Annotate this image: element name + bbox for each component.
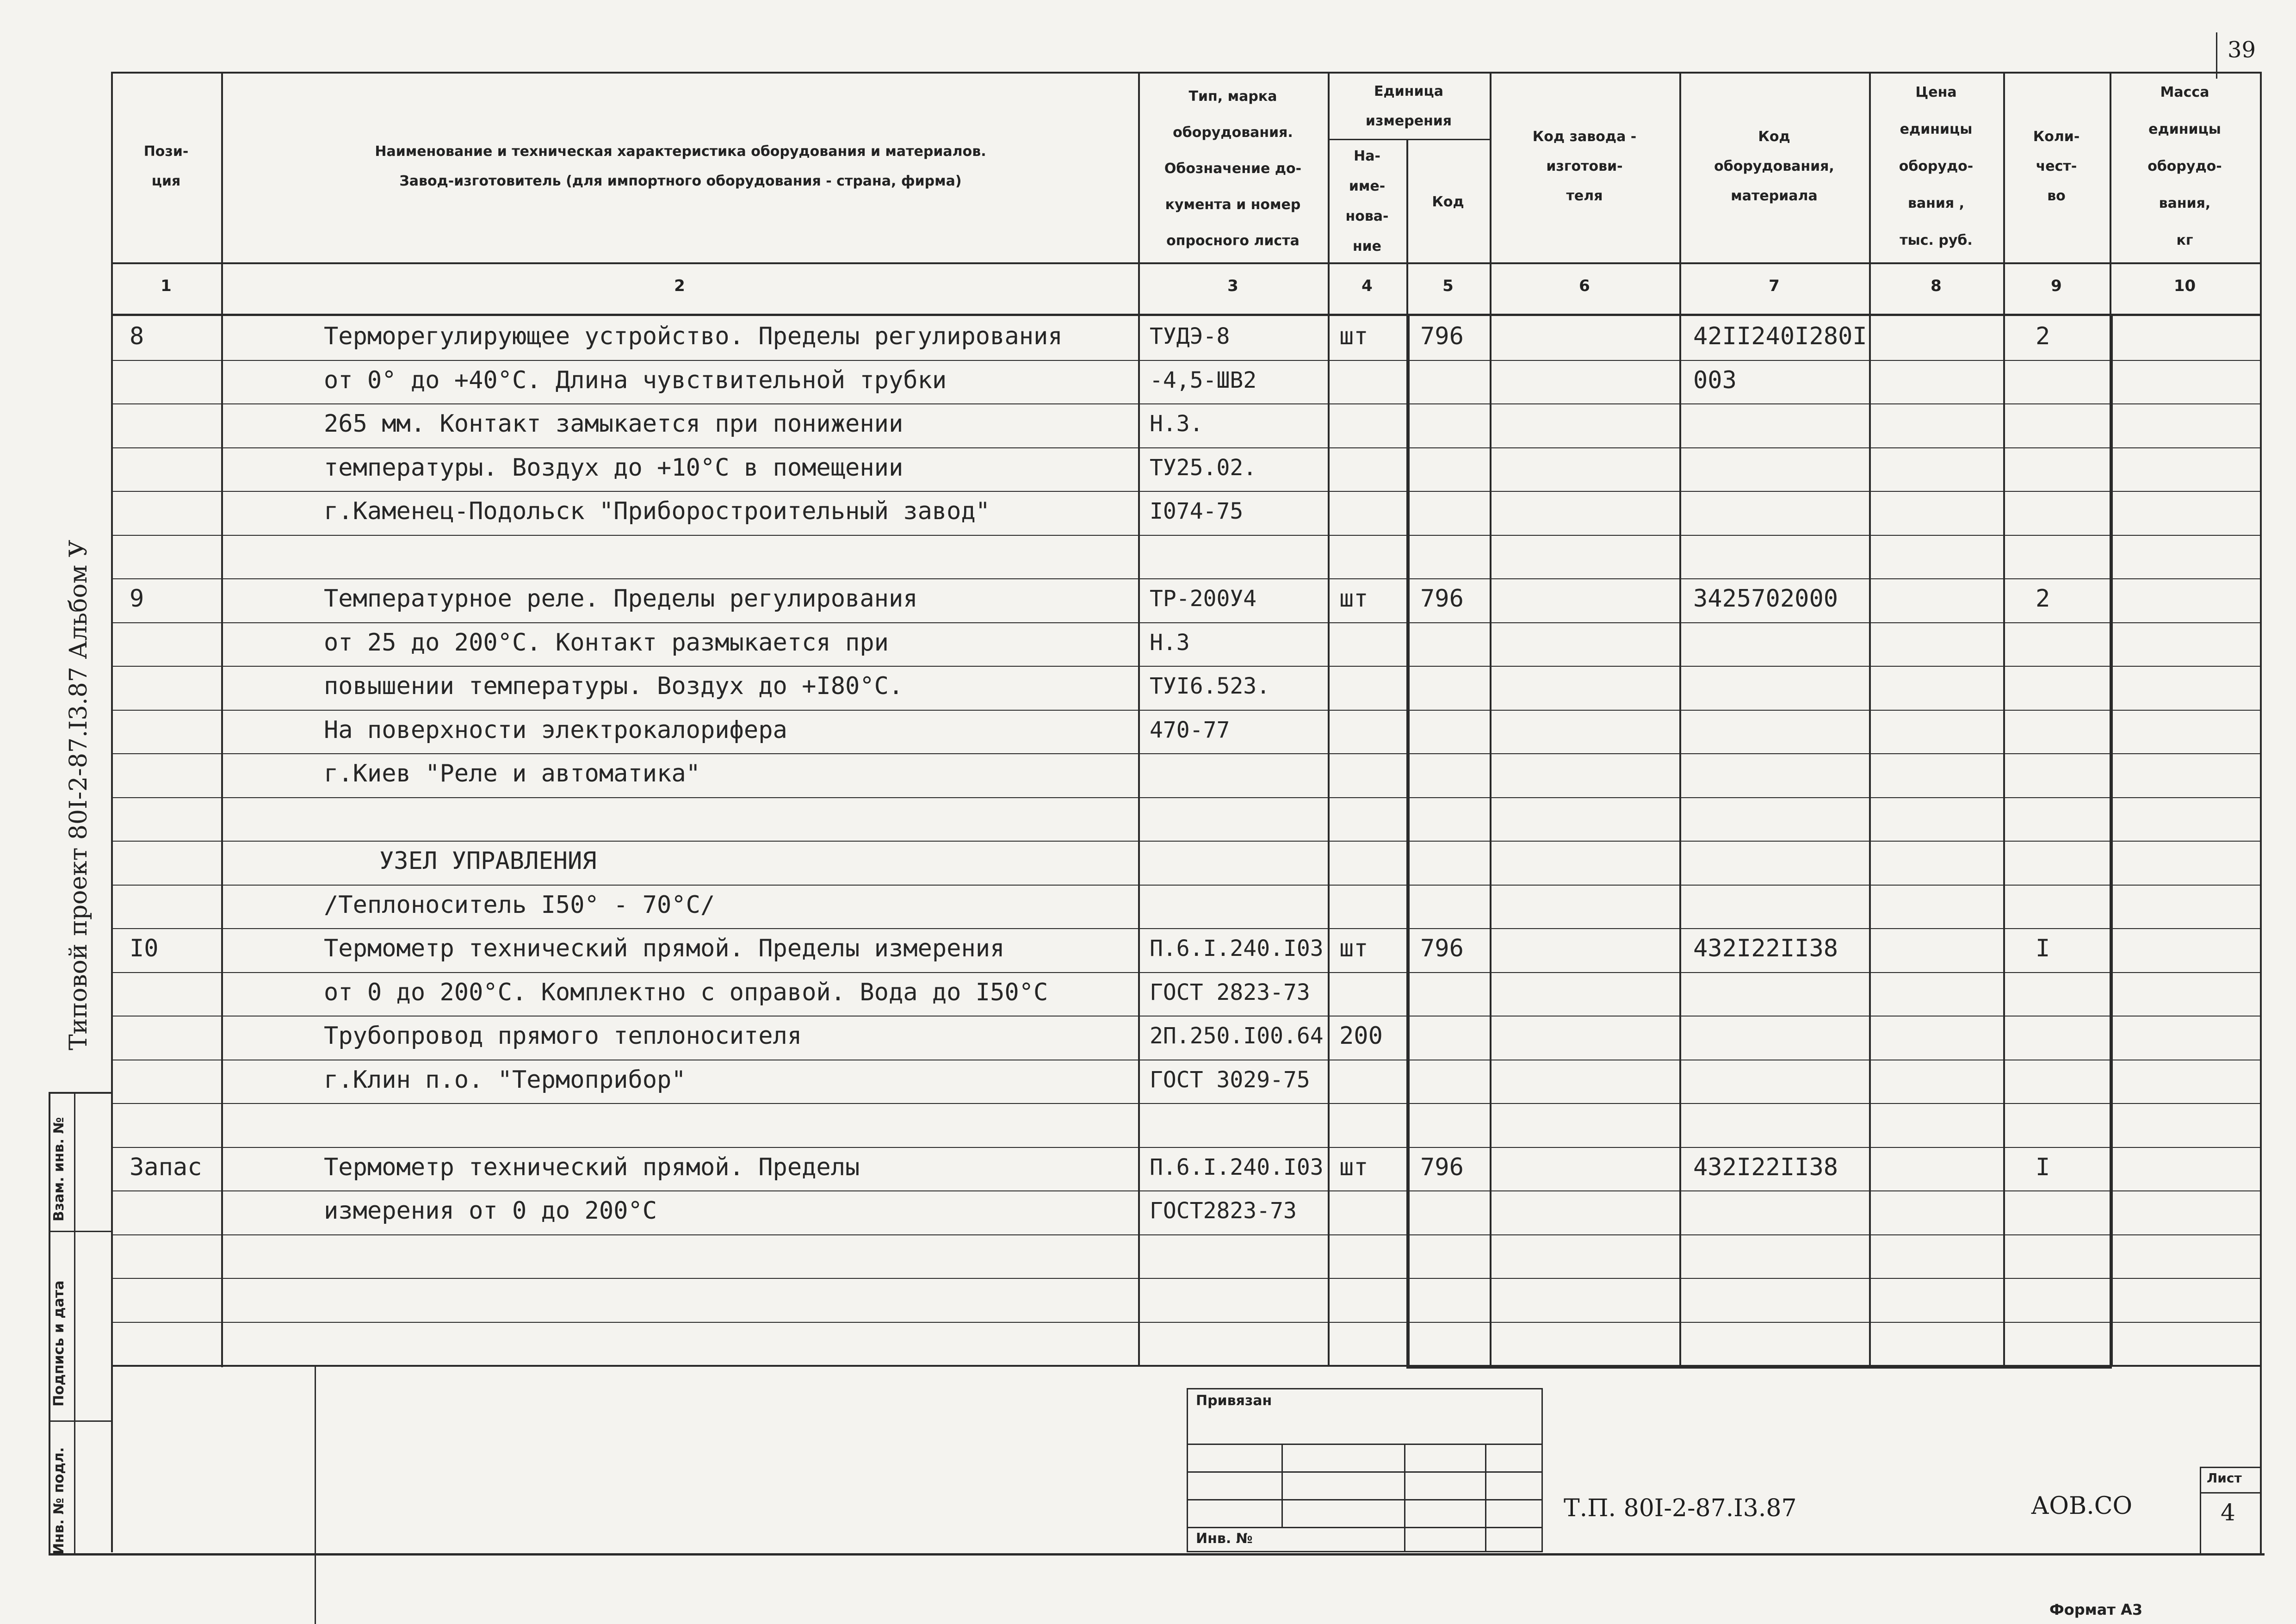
column-line: [2260, 72, 2262, 1365]
row-type: Н.З.: [1150, 411, 1203, 437]
row-line: [111, 841, 2260, 842]
header-line: Код: [1758, 129, 1790, 145]
row-unit-code: 796: [1420, 322, 1464, 350]
row-name: 265 мм. Контакт замыкается при понижении: [324, 410, 904, 438]
column-number: 3: [1227, 277, 1238, 295]
row-type: 2П.250.I00.64: [1150, 1023, 1324, 1049]
row-line: [111, 491, 2260, 492]
row-type: П.6.I.240.I03: [1150, 936, 1324, 961]
format-label: Формат А3: [2049, 1601, 2143, 1618]
header-line: ция: [151, 173, 181, 189]
header-line: чест-: [2036, 158, 2077, 174]
unit-sub-line: [1328, 139, 1490, 140]
stamp-divider-2: [49, 1420, 111, 1422]
privyazan-row-3: [1187, 1499, 1543, 1500]
row-material-code: 003: [1693, 366, 1737, 394]
row-unit: шт: [1339, 585, 1368, 613]
row-line: [111, 710, 2260, 711]
column-line: [1328, 72, 1330, 1365]
row-material-code: 432I22II38: [1693, 935, 1838, 962]
row-type: 470-77: [1150, 717, 1230, 743]
header-line: На-: [1354, 148, 1380, 164]
row-line: [111, 535, 2260, 536]
row-line: [111, 1278, 2260, 1279]
row-type: ТУI6.523.: [1150, 673, 1270, 699]
header-line: Единица: [1374, 83, 1443, 99]
row-name: Терморегулирующее устройство. Пределы регулирования: [324, 322, 1063, 350]
row-unit-code: 796: [1420, 935, 1464, 962]
header-price: [1869, 74, 2003, 259]
row-line: [111, 447, 2260, 448]
row-name: Температурное реле. Пределы регулирования: [324, 585, 918, 613]
header-line: измерения: [1365, 113, 1452, 129]
column-number: 8: [1931, 277, 1942, 295]
header-line: опросного листа: [1166, 233, 1300, 249]
document-mark: АОВ.СО: [2031, 1492, 2133, 1520]
privyazan-row-2: [1187, 1471, 1543, 1473]
header-line: оборудования.: [1173, 124, 1293, 141]
row-type: ГОСТ2823-73: [1150, 1198, 1297, 1224]
page-number: 39: [2228, 37, 2256, 63]
row-material-code: 42II240I280I: [1693, 322, 1867, 350]
row-line: [111, 753, 2260, 754]
row-position: I0: [130, 935, 159, 962]
row-line: [111, 972, 2260, 973]
column-number: 4: [1362, 277, 1373, 295]
stamp-vzam-inv: Взам. инв. №: [51, 1117, 67, 1221]
row-line: [111, 1190, 2260, 1191]
privyazan-col-1: [1281, 1444, 1283, 1527]
sheet-box-mid: [2200, 1492, 2260, 1494]
row-quantity: 2: [2036, 322, 2050, 350]
header-line: кг: [2176, 232, 2193, 248]
row-type: ТР-200У4: [1150, 586, 1257, 612]
table-left-border: [221, 72, 223, 1367]
header-line: ние: [1352, 238, 1382, 254]
row-line: [111, 928, 2260, 929]
column-number: 5: [1442, 277, 1454, 295]
row-name: /Теплоноситель I50° - 70°С/: [324, 891, 715, 919]
header-line: Код завода -: [1532, 129, 1637, 145]
row-line: [111, 797, 2260, 798]
row-name: от 0° до +40°С. Длина чувствительной трубки: [324, 366, 947, 394]
header-line: теля: [1566, 188, 1603, 204]
column-number: 9: [2051, 277, 2062, 295]
row-material-code: 432I22II38: [1693, 1153, 1838, 1181]
row-name: Трубопровод прямого теплоносителя: [324, 1022, 802, 1050]
header-name: [223, 74, 1138, 259]
document-code: Т.П. 80I-2-87.I3.87: [1564, 1494, 1797, 1522]
row-quantity: I: [2036, 1153, 2050, 1181]
row-material-code: 3425702000: [1693, 585, 1838, 613]
privyazan-label: Привязан: [1196, 1393, 1272, 1409]
header-type: [1138, 79, 1328, 259]
header-line: вания ,: [1907, 195, 1965, 211]
column-number: 2: [674, 277, 685, 295]
row-type: ГОСТ 3029-75: [1150, 1066, 1310, 1093]
stamp-left-line: [49, 1092, 50, 1555]
column-line: [1869, 72, 1871, 1365]
header-line: нова-: [1345, 208, 1389, 224]
row-name: УЗЕЛ УПРАВЛЕНИЯ: [379, 847, 597, 875]
row-line: [111, 360, 2260, 361]
header-top-line: [111, 72, 2260, 74]
header-line: Наименование и техническая характеристика оборудования и материалов.: [375, 143, 986, 160]
row-type: -4,5-ШВ2: [1150, 367, 1257, 393]
album-label: Типовой проект 80I-2-87.I3.87 Альбом У: [65, 539, 93, 1050]
row-unit: шт: [1339, 935, 1368, 962]
row-unit-code: 796: [1420, 1153, 1464, 1181]
column-number: 10: [2173, 277, 2196, 295]
header-unit-name: [1328, 141, 1406, 261]
column-line: [1138, 72, 1140, 1365]
row-unit: шт: [1339, 322, 1368, 350]
row-line: [111, 666, 2260, 667]
row-quantity: 2: [2036, 585, 2050, 613]
column-number: 7: [1769, 277, 1780, 295]
stamp-divider-1: [49, 1231, 111, 1232]
row-name: от 25 до 200°С. Контакт размыкается при: [324, 628, 889, 657]
row-position: 8: [130, 322, 144, 350]
row-position: 9: [130, 585, 144, 613]
header-factory-code: [1490, 74, 1679, 259]
header-material-code: [1679, 74, 1869, 259]
row-type: Н.З: [1150, 629, 1190, 656]
header-mass: [2110, 74, 2260, 259]
row-line: [111, 578, 2260, 579]
header-bottom-line: [111, 262, 2260, 264]
header-line: во: [2047, 188, 2066, 204]
header-line: Коли-: [2033, 129, 2080, 145]
header-line: оборудо-: [2147, 158, 2222, 174]
privyazan-row-1: [1187, 1444, 1543, 1445]
row-name: от 0 до 200°С. Комплектно с оправой. Вода до I50°С: [324, 978, 1048, 1006]
header-line: Завод-изготовитель (для импортного оборудования - страна, фирма): [399, 173, 962, 189]
row-line: [111, 403, 2260, 404]
row-unit: 200: [1339, 1022, 1383, 1050]
header-line: кумента и номер: [1165, 197, 1301, 213]
header-line: оборудования,: [1714, 158, 1834, 174]
row-name: г.Киев "Реле и автоматика": [324, 760, 700, 787]
stamp-inv-podl: Инв. № подл.: [51, 1447, 67, 1555]
row-name: Термометр технический прямой. Пределы измерения: [324, 935, 1005, 962]
privyazan-col-3: [1485, 1444, 1486, 1552]
row-type: ТУДЭ-8: [1150, 323, 1230, 349]
row-unit: шт: [1339, 1153, 1368, 1181]
header-line: вания,: [2159, 195, 2211, 211]
header-line: единицы: [1900, 121, 1973, 137]
header-line: Пози-: [143, 143, 189, 160]
header-quantity: [2003, 74, 2110, 259]
sheet-box-left: [2200, 1467, 2201, 1555]
row-position: Запас: [130, 1153, 202, 1181]
title-block-top: [111, 1365, 2260, 1367]
header-line: материала: [1731, 188, 1818, 204]
row-line: [111, 622, 2260, 623]
row-name: измерения от 0 до 200°С: [324, 1197, 657, 1225]
row-line: [111, 1234, 2260, 1235]
column-line: [2003, 72, 2005, 1365]
row-name: г.Каменец-Подольск "Приборостроительный завод": [324, 497, 990, 525]
header-unit: [1328, 74, 1490, 139]
row-type: ТУ25.02.: [1150, 454, 1257, 481]
stamp-mid-line: [74, 1092, 75, 1555]
row-type: П.6.I.240.I03: [1150, 1154, 1324, 1180]
stamp-podpis-data: Подпись и дата: [51, 1280, 67, 1407]
header-line: Масса: [2160, 84, 2209, 100]
privyazan-col-2: [1404, 1444, 1405, 1552]
row-name: повышении температуры. Воздух до +I80°С.: [324, 672, 904, 700]
header-line: тыс. руб.: [1900, 232, 1973, 248]
header-position: [111, 74, 221, 259]
header-line: Цена: [1915, 84, 1957, 100]
sheet-number: 4: [2221, 1499, 2235, 1526]
header-line: име-: [1349, 178, 1386, 194]
row-name: температуры. Воздух до +10°С в помещении: [324, 453, 904, 482]
row-line: [111, 885, 2260, 886]
numbers-bottom-line: [111, 314, 2260, 316]
header-line: Обозначение до-: [1164, 161, 1302, 177]
row-name: На поверхности электрокалорифера: [324, 716, 787, 744]
row-quantity: I: [2036, 935, 2050, 962]
row-line: [111, 1322, 2260, 1323]
header-line: оборудо-: [1899, 158, 1974, 174]
row-type: I074-75: [1150, 498, 1244, 524]
row-name: Термометр технический прямой. Пределы: [324, 1153, 860, 1181]
title-block-divider: [315, 1365, 316, 1624]
row-line: [111, 1103, 2260, 1104]
row-name: г.Клин п.о. "Термоприбор": [324, 1066, 686, 1094]
column-number: 6: [1579, 277, 1590, 295]
privyazan-row-4: [1187, 1527, 1543, 1528]
frame-bottom-border: [49, 1553, 2265, 1556]
row-type: ГОСТ 2823-73: [1150, 979, 1310, 1005]
header-unit-code: Код: [1432, 194, 1464, 210]
row-unit-code: 796: [1420, 585, 1464, 613]
header-line: Тип, марка: [1188, 88, 1277, 105]
column-line: [1490, 72, 1491, 1365]
row-line: [111, 1147, 2260, 1148]
sheet-box-top: [2200, 1467, 2260, 1468]
column-line: [1679, 72, 1681, 1365]
column-number: 1: [161, 277, 172, 295]
header-line: изготови-: [1546, 158, 1623, 174]
inv-no-label: Инв. №: [1196, 1531, 1253, 1547]
row-line: [111, 1016, 2260, 1017]
sheet-label: Лист: [2207, 1470, 2242, 1486]
header-line: единицы: [2148, 121, 2221, 137]
stamp-top-line: [49, 1092, 111, 1094]
